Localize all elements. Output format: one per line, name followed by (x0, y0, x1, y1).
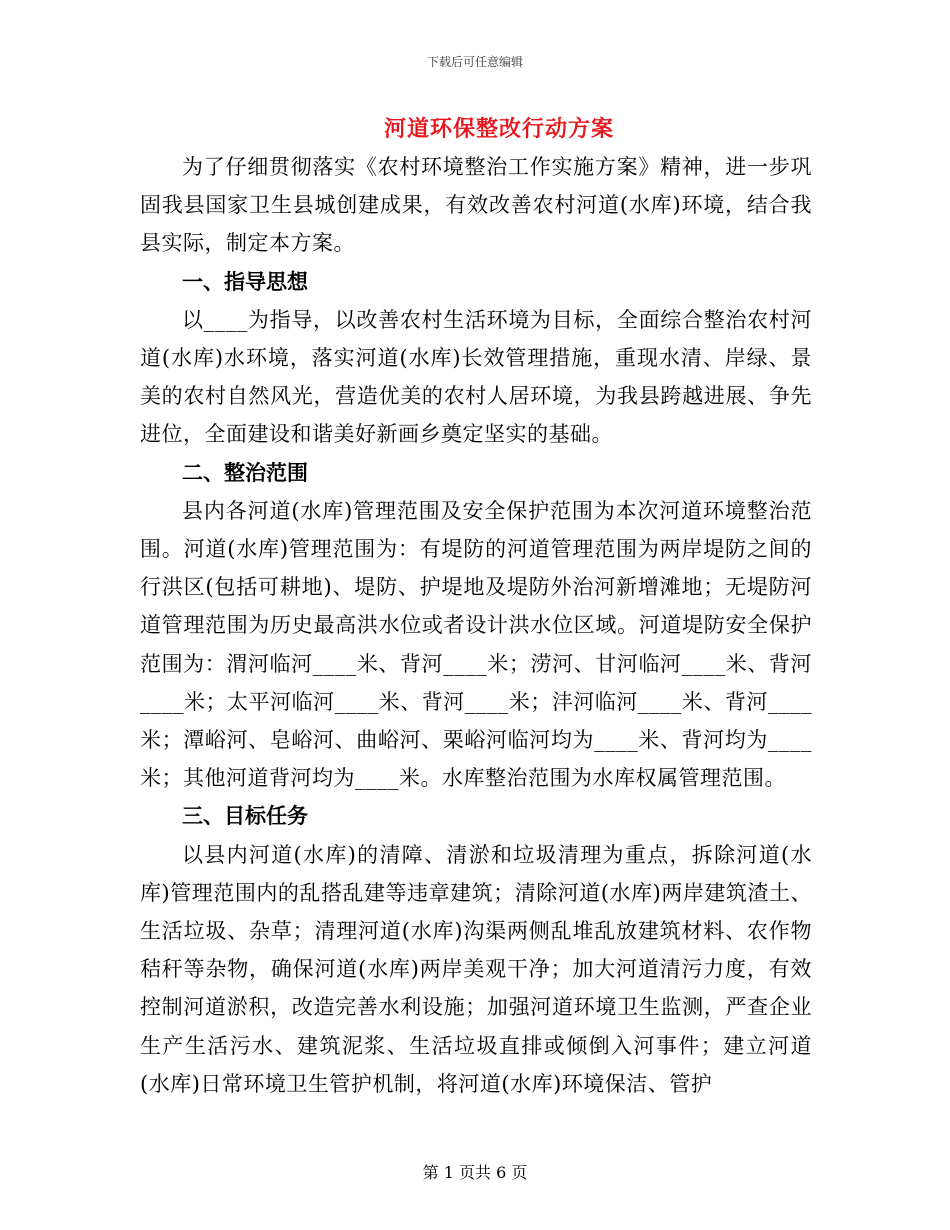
header-note: 下载后可任意编辑 (426, 55, 523, 69)
section-heading-targets: 三、目标任务 (182, 804, 308, 829)
section-body-scope: 县内各河道(水库)管理范围及安全保护范围为本次河道环境整治范围。河道(水库)管理范围为：有堤防的河道管理范围为两岸堤防之间的行洪区(包括可耕地)、堤防、护堤地及堤防外治河新增滩地；无堤防河道管理范围为历史最高洪水位或者设计洪水位区域。河道堤防安全保护范围为：渭河临河____米、背河____米；涝河、甘河临河____米、背河____米；太平河临河____米、背河____米；沣河临河____米、背河____米；潭峪河、皂峪河、曲峪河、栗峪河临河均为____米、背河均为____米；其他河道背河均为____米。水库整治范围为水库权属管理范围。 (140, 498, 812, 791)
document-body (140, 148, 812, 1103)
page-number-footer: 第 1 页共 6 页 (422, 1163, 528, 1182)
section-heading-scope: 二、整治范围 (182, 460, 308, 485)
intro-paragraph: 为了仔细贯彻落实《农村环境整治工作实施方案》精神，进一步巩固我县国家卫生县城创建成果，有效改善农村河道(水库)环境，结合我县实际，制定本方案。 (140, 155, 812, 256)
section-body-targets: 以县内河道(水库)的清障、清淤和垃圾清理为重点，拆除河道(水库)管理范围内的乱搭乱建等违章建筑；清除河道(水库)两岸建筑渣土、生活垃圾、杂草；清理河道(水库)沟渠两侧乱堆乱放建筑材料、农作物秸秆等杂物，确保河道(水库)两岸美观干净；加大河道清污力度，有效控制河道淤积，改造完善水利设施；加强河道环境卫生监测，严查企业生产生活污水、建筑泥浆、生活垃圾直排或倾倒入河事件；建立河道(水库)日常环境卫生管护机制，将河道(水库)环境保洁、管护 (140, 842, 812, 1096)
document-title: 河道环保整改行动方案 (383, 116, 614, 142)
section-heading-guiding-ideology: 一、指导思想 (182, 269, 308, 294)
section-body-guiding-ideology: 以____为指导，以改善农村生活环境为目标，全面综合整治农村河道(水库)水环境，落实河道(水库)长效管理措施，重现水清、岸绿、景美的农村自然风光，营造优美的农村人居环境，为我县跨越进展、争先进位，全面建设和谐美好新画乡奠定坚实的基础。 (140, 307, 812, 447)
